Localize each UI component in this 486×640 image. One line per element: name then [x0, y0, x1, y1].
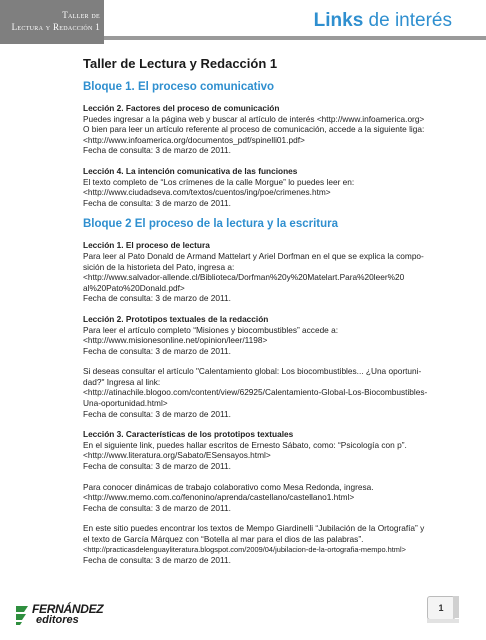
book-title-line-2: Lectura y Redacción 1 [11, 22, 100, 32]
entry-text: Puedes ingresar a la página web y buscar al artículo de interés <http://www.infoamerica.org> [83, 113, 425, 124]
bloque-1-heading: Bloque 1. El proceso comunicativo [83, 81, 275, 93]
lesson-title: Lección 3. Características de los prototipos textuales [83, 429, 294, 440]
link-entry [83, 240, 453, 304]
entry-text: Para leer el artículo completo “Misiones y biocombustibles” accede a: [83, 324, 339, 335]
page-header [0, 0, 486, 44]
section-title-bold: Links [313, 10, 364, 31]
link-url[interactable]: <http://www.salvador-allende.cl/Biblioteca/Dorfman%20y%20Matelart.Para%20leer%20 [83, 272, 405, 283]
page-number-shadow [453, 596, 459, 618]
entry-text: Si deseas consultar el artículo "Calentamiento global: Los biocombustibles... ¿Una oportuni- [83, 366, 422, 377]
entry-text: O bien para leer un artículo referente al proceso de comunicación, accede a la siguiente liga: [83, 124, 425, 135]
entry-text: sición de la historieta del Pato, ingresa a: [83, 261, 235, 272]
consult-date: Fecha de consulta: 3 de marzo de 2011. [83, 502, 231, 513]
page-title: Taller de Lectura y Redacción 1 [83, 56, 278, 71]
header-divider [104, 36, 486, 40]
entry-text: dad?" Ingresa al link: [83, 376, 161, 387]
page-number: 1 [427, 596, 455, 620]
consult-date: Fecha de consulta: 3 de marzo de 2011. [83, 461, 231, 472]
link-url[interactable]: <http://practicasdelenguayliteratura.blogspot.com/2009/04/jubilacion-de-la-ortografia-mempo.html> [83, 544, 406, 554]
logo-line-2: editores [36, 614, 79, 626]
main-content [83, 56, 453, 576]
logo-line-1: FERNÁNDEZ [32, 602, 104, 616]
entry-text: al%20Pato%20Donald.pdf> [83, 282, 185, 293]
consult-date: Fecha de consulta: 3 de marzo de 2011. [83, 555, 231, 566]
link-entry [83, 482, 453, 514]
lesson-title: Lección 2. Factores del proceso de comunicación [83, 103, 280, 113]
entry-text: En el siguiente link, puedes hallar escritos de Ernesto Sábato, como: “Psicología con p”. [83, 439, 407, 450]
link-entry [83, 366, 453, 419]
link-url[interactable]: <http://www.memo.com.co/fenonino/aprenda/castellano/castellano1.html> [83, 492, 355, 503]
entry-text: Una-oportunidad.html> [83, 398, 168, 409]
link-entry [83, 429, 453, 471]
link-url[interactable]: <http://atinachile.blogoo.com/content/view/62925/Calentamiento-Global-Los-Biocombustibles- [83, 387, 428, 398]
section-title-rest: de interés [363, 10, 452, 31]
book-title-line-1: Taller de [62, 10, 100, 20]
link-entry [83, 103, 453, 156]
lesson-title: Lección 1. El proceso de lectura [83, 240, 210, 251]
bloque-1-list [83, 103, 453, 208]
consult-date: Fecha de consulta: 3 de marzo de 2011. [83, 293, 231, 304]
consult-date: Fecha de consulta: 3 de marzo de 2011. [83, 345, 231, 356]
entry-text: Para conocer dinámicas de trabajo colaborativo como Mesa Redonda, ingresa. [83, 481, 374, 492]
publisher-logo [14, 602, 124, 632]
consult-date: Fecha de consulta: 3 de marzo de 2011. [83, 408, 231, 419]
bloque-2-heading: Bloque 2 El proceso de la lectura y la escritura [83, 218, 339, 231]
book-title-tab [0, 0, 104, 44]
entry-text: el texto de García Márquez con “Botella al mar para el dios de las palabras”. [83, 534, 364, 544]
bloque-2-list [83, 240, 453, 565]
logo-mark-icon [14, 604, 30, 626]
link-url[interactable]: <http://www.literatura.org/Sabato/ESensayos.html> [83, 450, 271, 461]
link-url[interactable]: <http://www.ciudadseva.com/textos/cuentos/ing/poe/crimenes.htm> [83, 187, 331, 198]
section-title [314, 10, 452, 32]
lesson-title: Lección 4. La intención comunicativa de las funciones [83, 165, 298, 176]
entry-text: En este sitio puedes encontrar los textos de Mempo Giardinelli “Jubilación de la Ortografía” y [83, 523, 425, 534]
link-entry [83, 523, 453, 565]
lesson-title: Lección 2. Prototipos textuales de la redacción [83, 313, 269, 324]
link-url[interactable]: <http://www.infoamerica.org/documentos_pdf/spinelli01.pdf> [83, 134, 305, 145]
link-entry [83, 166, 453, 208]
page-number-base [427, 619, 459, 623]
entry-text: Para leer al Pato Donald de Armand Mattelart y Ariel Dorfman en el que se explica la compo- [83, 250, 424, 261]
link-entry [83, 314, 453, 356]
entry-text: El texto completo de “Los crímenes de la calle Morgue” lo puedes leer en: [83, 176, 355, 187]
link-url[interactable]: <http://www.misionesonline.net/opinion/leer/1198> [83, 335, 268, 346]
consult-date: Fecha de consulta: 3 de marzo de 2011. [83, 145, 231, 156]
consult-date: Fecha de consulta: 3 de marzo de 2011. [83, 197, 231, 208]
